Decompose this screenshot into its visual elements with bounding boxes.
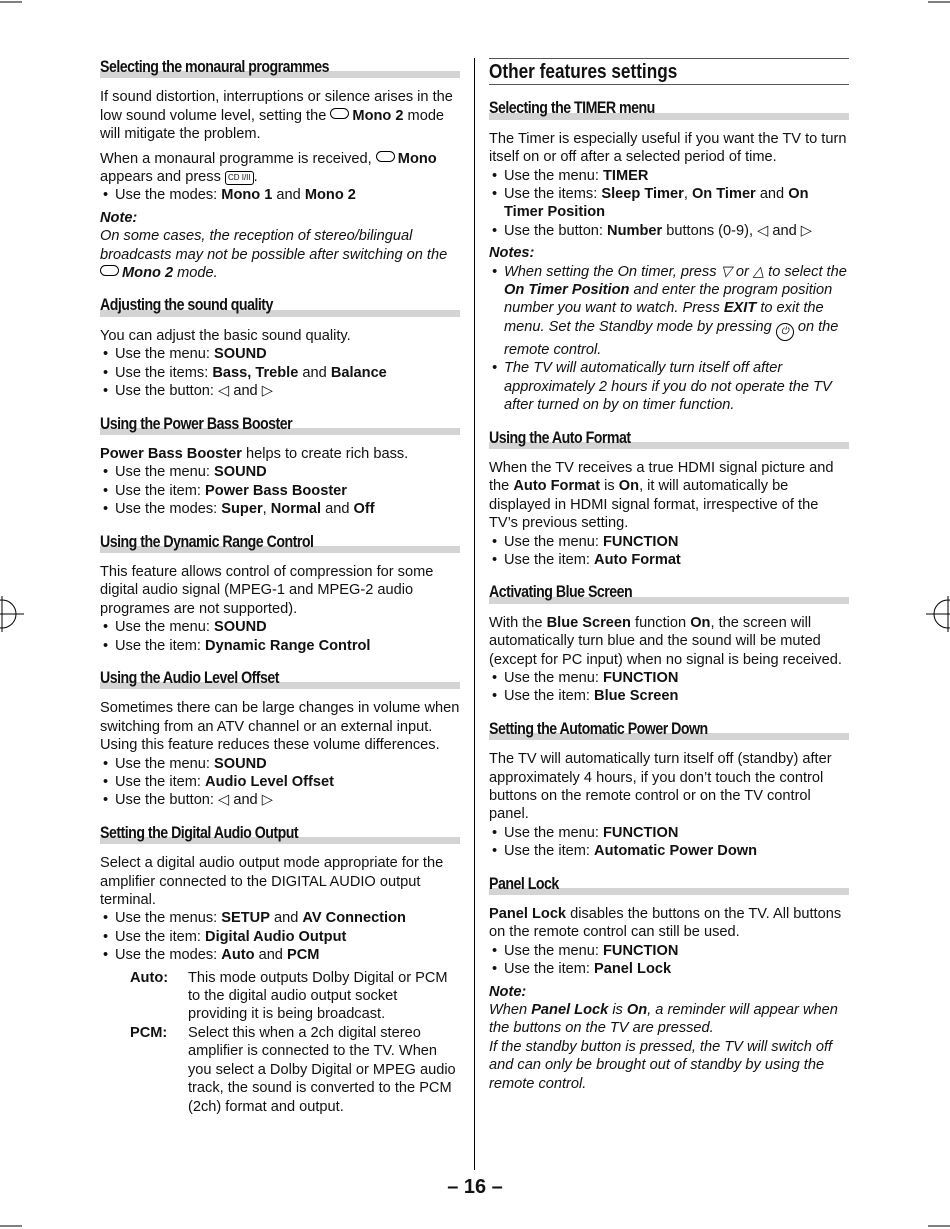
list-item: • Use the modes: Super, Normal and Off (100, 500, 460, 518)
note-title: Note: (100, 209, 138, 226)
list-item: • Use the item: Blue Screen (489, 687, 849, 705)
note-title: Note: (489, 983, 527, 1000)
paragraph: You can adjust the basic sound quality. (100, 327, 351, 344)
section-timer (489, 99, 849, 414)
list-item: • Use the menu: FUNCTION (489, 533, 849, 551)
section-digital-audio (100, 824, 460, 1116)
page-title: Other features settings (489, 61, 678, 83)
list-item: • When setting the On timer, press ▽ or △ to select the On Timer Position and enter the program position number you want to watch. Press EXIT to exit the menu. Set the Standby mode by pressing ⏻ on the remote control. (489, 263, 849, 360)
list-item: • Use the items: Sleep Timer, On Timer and On Timer Position (489, 185, 849, 222)
paragraph: The TV will automatically turn itself off (standby) after approximately 4 hours, if you don’t touch the control buttons on the remote control or on the TV control panel. (489, 751, 832, 823)
list-item: • Use the menus: SETUP and AV Connection (100, 909, 460, 927)
list-item: • Use the item: Automatic Power Down (489, 842, 849, 860)
list-item: • Use the menu: FUNCTION (489, 824, 849, 842)
bullet-list (100, 618, 460, 655)
power-icon: ⏻ (776, 323, 794, 341)
bullet-list (100, 186, 460, 204)
paragraph: When the TV receives a true HDMI signal picture and the Auto Format is On, it will automatically be displayed in HDMI signal format, irrespective of the TV’s previous setting. (489, 459, 834, 532)
bullet-list (100, 345, 460, 400)
notes-title: Notes: (489, 245, 535, 262)
list-item: • Use the modes: Auto and PCM (100, 946, 460, 964)
list-item: • Use the button: ◁ and ▷ (100, 791, 460, 809)
note-text: On some cases, the reception of stereo/bilingual broadcasts may not be possible after switching on the Mono 2 mode. (100, 228, 448, 282)
section-dynamic-range (100, 533, 460, 655)
pill-button-icon (100, 265, 119, 276)
paragraph: Power Bass Booster helps to create rich bass. (100, 445, 409, 462)
list-item: • Use the menu: SOUND (100, 618, 460, 636)
section-title: Setting the Automatic Power Down (489, 719, 708, 738)
section-title: Using the Dynamic Range Control (100, 532, 314, 551)
definition-list (130, 969, 460, 1116)
bullet-list (100, 755, 460, 810)
note-text: If the standby button is pressed, the TV will switch off and can only be brought out of standby by using the remote control. (489, 1038, 833, 1092)
section-panel-lock (489, 875, 849, 1093)
section-power-down (489, 720, 849, 861)
paragraph: This feature allows control of compression for some digital audio signal (MPEG-1 and MPEG-2 audio programes are not supported). (100, 563, 434, 617)
section-title: Using the Power Bass Booster (100, 414, 293, 433)
definition-item: PCM: Select this when a 2ch digital stereo amplifier is connected to the TV. When you select a Dolby Digital or MPEG audio track, the sound is converted to the PCM (2ch) format and output. (130, 1024, 456, 1115)
section-title: Panel Lock (489, 874, 559, 893)
section-title: Using the Auto Format (489, 428, 631, 447)
list-item: • Use the items: Bass, Treble and Balance (100, 364, 460, 382)
section-sound-quality (100, 296, 460, 400)
list-item: • Use the menu: SOUND (100, 345, 460, 363)
section-title: Setting the Digital Audio Output (100, 823, 299, 842)
list-item: • Use the modes: Mono 1 and Mono 2 (100, 186, 460, 204)
section-auto-format (489, 429, 849, 570)
bullet-list (489, 167, 849, 241)
section-title: Activating Blue Screen (489, 583, 633, 602)
notes-list (489, 263, 849, 415)
bullet-list (100, 463, 460, 518)
page-title-wrap (489, 58, 849, 85)
list-item: • Use the item: Panel Lock (489, 960, 849, 978)
list-item: • Use the button: Number buttons (0-9), ◁ and ▷ (489, 222, 849, 240)
paragraph: Select a digital audio output mode appropriate for the amplifier connected to the DIGITAL AUDIO output terminal. (100, 855, 444, 909)
list-item: • Use the item: Power Bass Booster (100, 482, 460, 500)
list-item: • Use the item: Digital Audio Output (100, 928, 460, 946)
section-bass-booster (100, 415, 460, 519)
section-title: Using the Audio Level Offset (100, 668, 279, 687)
column-divider (474, 58, 475, 1170)
list-item: • Use the menu: FUNCTION (489, 669, 849, 687)
section-audio-offset (100, 669, 460, 810)
pill-button-icon (330, 108, 349, 119)
list-item: • Use the menu: TIMER (489, 167, 849, 185)
cd-button-icon: CD I/II (225, 171, 254, 185)
paragraph: Sometimes there can be large changes in volume when switching from an ATV channel or an external input. Using this feature reduces these volume differences. (100, 700, 460, 754)
section-title: Selecting the monaural programmes (100, 58, 330, 76)
left-column (100, 58, 460, 1130)
note-text: When Panel Lock is On, a reminder will appear when the buttons on the TV are pressed. (489, 1002, 838, 1037)
pill-button-icon (376, 151, 395, 162)
section-blue-screen (489, 583, 849, 705)
list-item: • Use the item: Auto Format (489, 551, 849, 569)
paragraph: If sound distortion, interruptions or silence arises in the low sound volume level, setting the Mono 2 mode will mitigate the problem. (100, 89, 453, 143)
list-item: • Use the menu: FUNCTION (489, 942, 849, 960)
section-title: Adjusting the sound quality (100, 296, 273, 315)
list-item: • Use the button: ◁ and ▷ (100, 382, 460, 400)
list-item: • Use the item: Audio Level Offset (100, 773, 460, 791)
list-item: • Use the menu: SOUND (100, 463, 460, 481)
paragraph: When a monaural programme is received, Mono appears and press CD I/II . (100, 150, 437, 186)
bullet-list (489, 824, 849, 861)
paragraph: With the Blue Screen function On, the screen will automatically turn blue and the sound will be muted (except for PC input) when no signal is being received. (489, 614, 842, 668)
bullet-list (100, 909, 460, 964)
bullet-list (489, 942, 849, 979)
bullet-list (489, 533, 849, 570)
section-monaural (100, 58, 460, 282)
list-item: • The TV will automatically turn itself off after approximately 2 hours if you do not operate the TV after turned on by on timer function. (489, 359, 849, 414)
definition-item: Auto: This mode outputs Dolby Digital or PCM to the digital audio output socket providing it is being broadcast. (130, 969, 448, 1023)
paragraph: Panel Lock disables the buttons on the TV. All buttons on the remote control can still be used. (489, 906, 842, 941)
page-number: – 16 – (447, 1176, 503, 1198)
list-item: • Use the item: Dynamic Range Control (100, 637, 460, 655)
list-item: • Use the menu: SOUND (100, 755, 460, 773)
bullet-list (489, 669, 849, 706)
section-title: Selecting the TIMER menu (489, 99, 655, 118)
right-column (489, 58, 849, 1107)
paragraph: The Timer is especially useful if you want the TV to turn itself on or off after a selected period of time. (489, 130, 847, 166)
